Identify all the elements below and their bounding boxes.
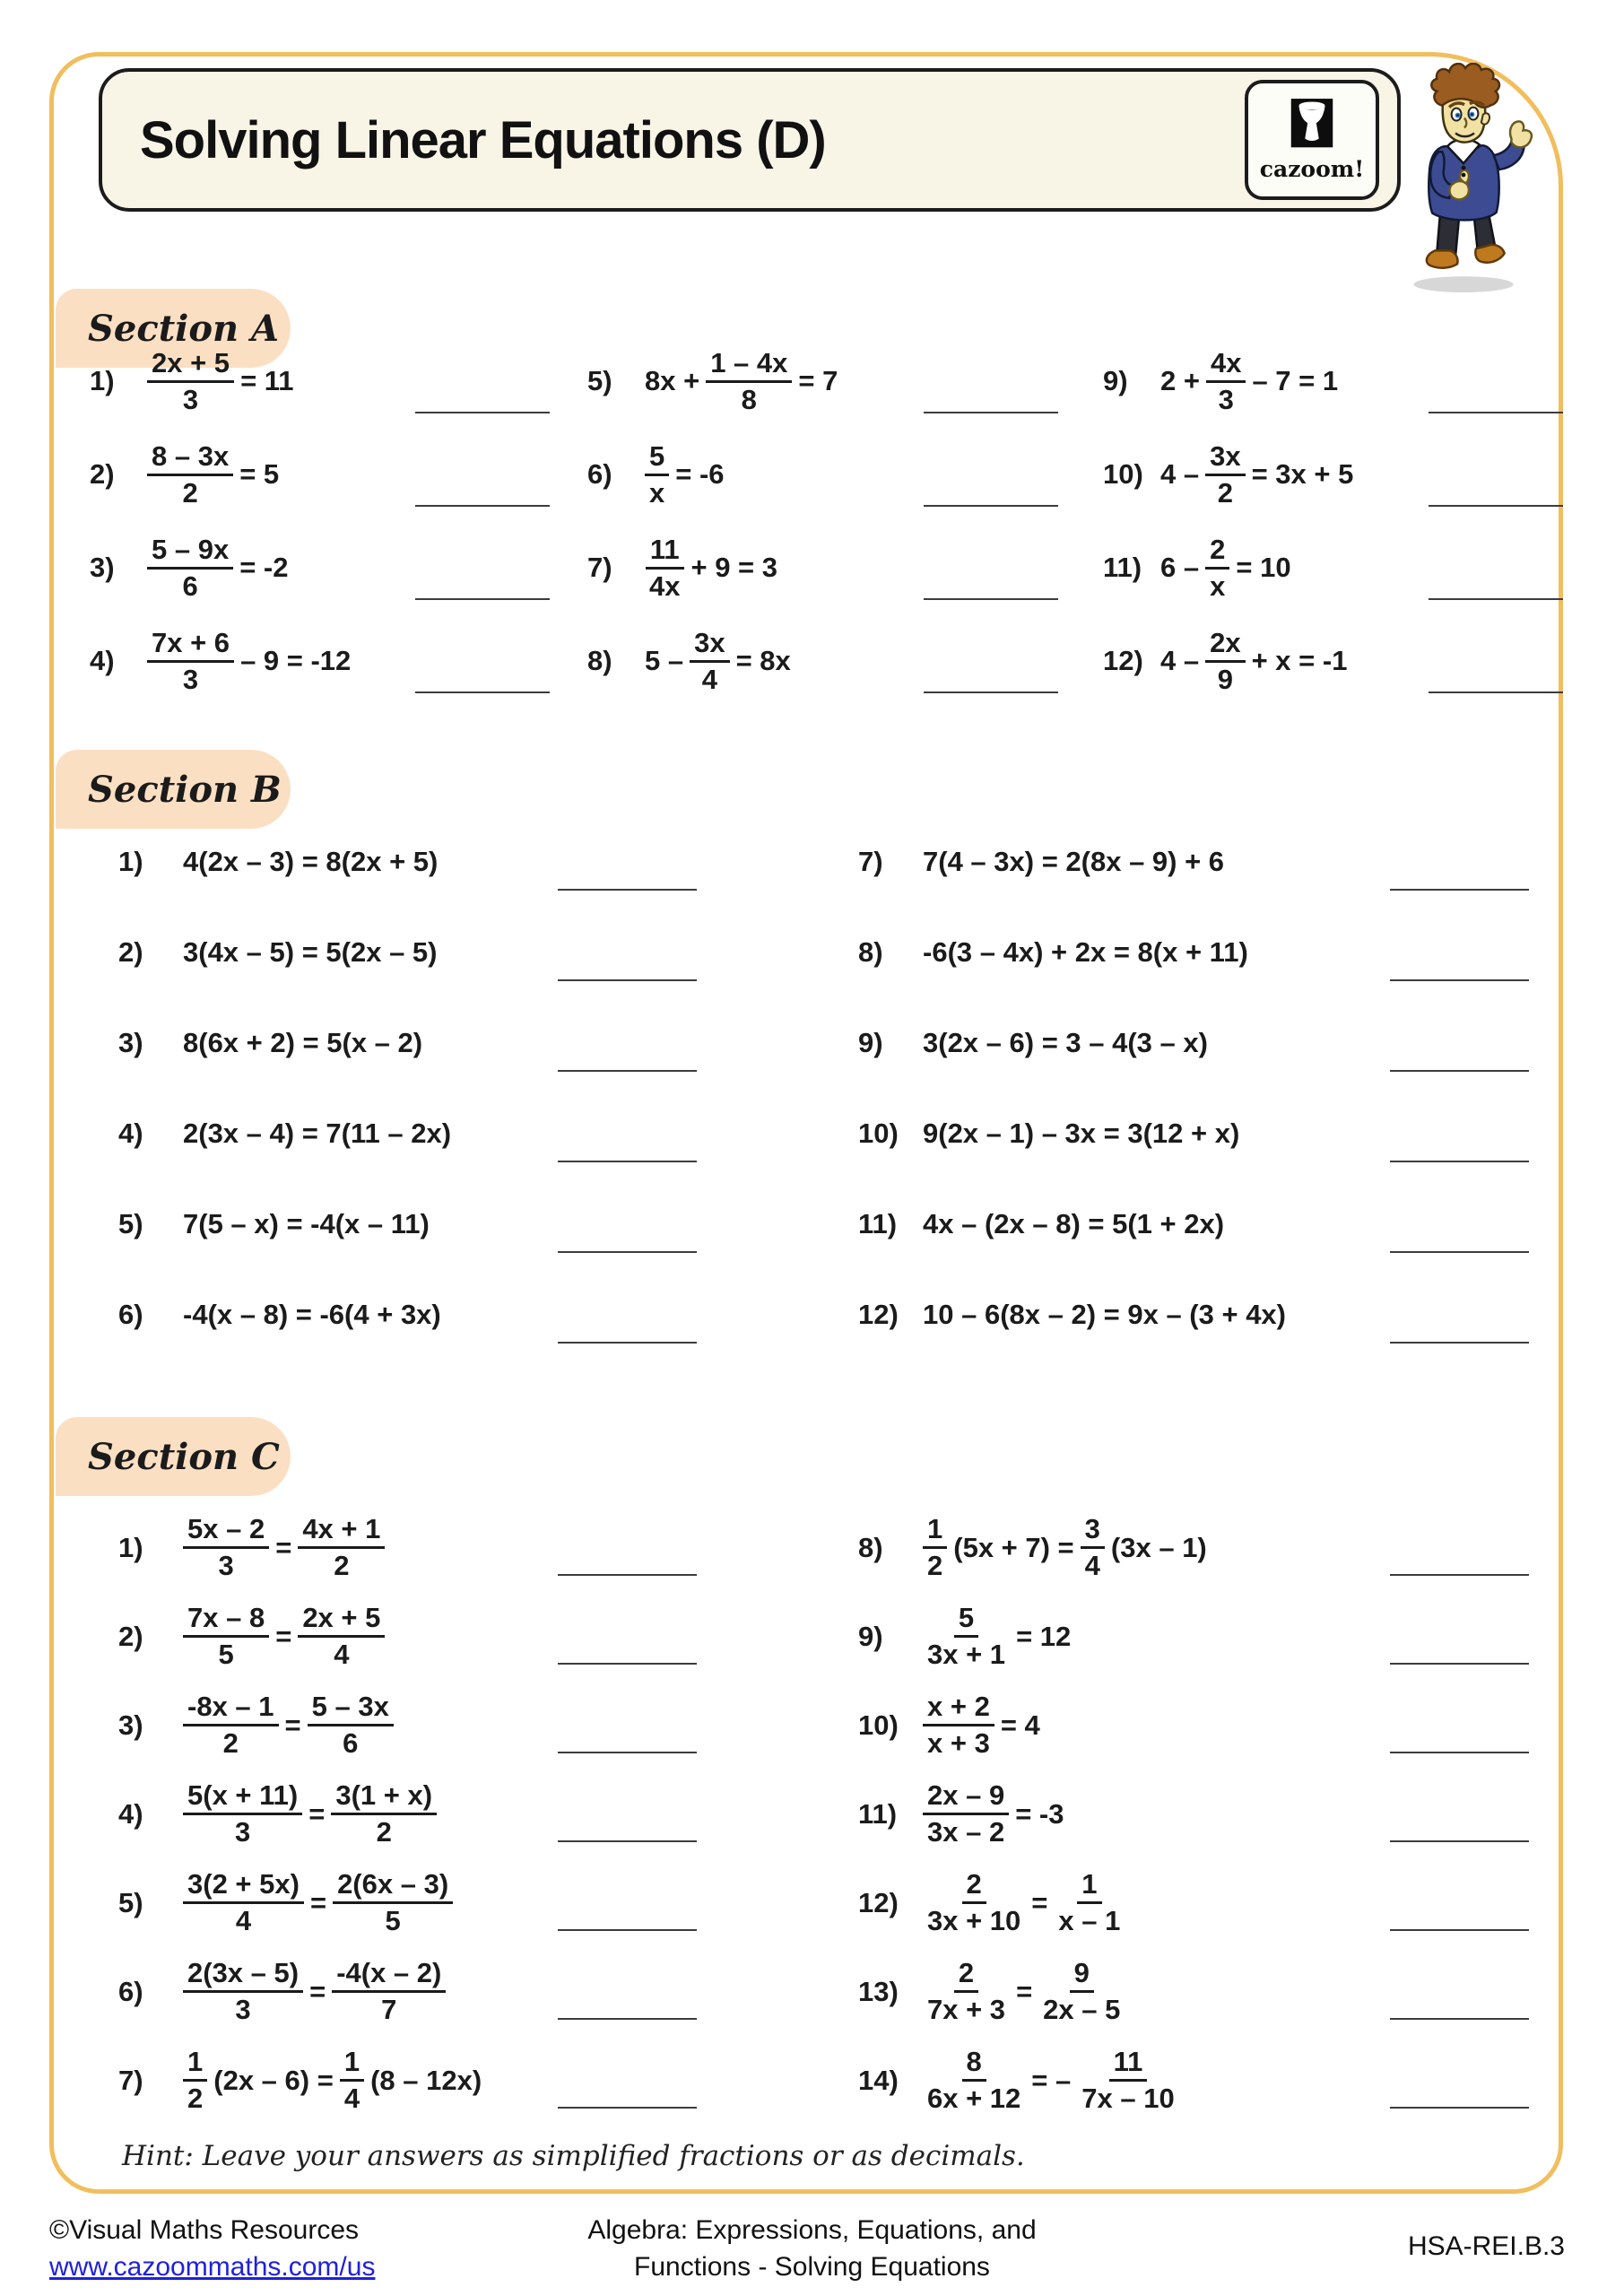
problem-number: 11) — [1103, 552, 1142, 583]
fraction: $\frac{1 - 4x}{8}$ — [706, 346, 792, 417]
equation — [147, 626, 351, 697]
equation-text: (2x – 6) = — [213, 2064, 334, 2096]
section-c-problems — [90, 1503, 1565, 2125]
problem-b8 — [829, 907, 1565, 997]
problem-a5 — [587, 335, 1103, 428]
problem-b12 — [829, 1269, 1565, 1360]
equation-text: 5 – — [645, 645, 684, 676]
fraction: $\frac{1}{2}$ — [183, 2045, 207, 2116]
section-header-c: Section C — [56, 1417, 291, 1496]
problem-number: 13) — [858, 1975, 899, 2007]
problem-a4 — [90, 614, 587, 708]
answer-blank[interactable] — [1390, 2018, 1529, 2020]
fraction: $\frac{2(6x - 3)}{5}$ — [333, 1867, 453, 1938]
equation-text: = — [1016, 1975, 1033, 2007]
answer-blank[interactable] — [558, 1663, 697, 1665]
hint-text: Hint: Leave your answers as simplified fractions or as decimals. — [122, 2140, 1025, 2172]
problem-number: 10) — [858, 1117, 899, 1149]
equation — [923, 2045, 1179, 2116]
equation-text: 3(2x – 6) = 3 – 4(3 – x) — [923, 1026, 1208, 1058]
fraction: $\frac{5}{3x + 1}$ — [927, 1602, 1006, 1670]
problem-a2 — [90, 428, 587, 521]
problem-number: 8) — [858, 1531, 883, 1563]
answer-blank[interactable] — [558, 1752, 697, 1753]
equation-text: = -2 — [239, 552, 289, 583]
problem-c10 — [829, 1681, 1565, 1770]
problem-number: 6) — [587, 458, 612, 490]
answer-blank[interactable] — [558, 979, 697, 981]
problem-number: 4) — [118, 1797, 143, 1830]
answer-blank[interactable] — [558, 1840, 697, 1842]
equation — [147, 346, 294, 417]
equation-text: 9(2x – 1) – 3x = 3(12 + x) — [923, 1117, 1240, 1149]
problem-b3 — [90, 997, 829, 1088]
problem-c13 — [829, 1947, 1565, 2036]
answer-blank[interactable] — [1390, 1752, 1529, 1753]
problem-number: 5) — [118, 1886, 143, 1918]
answer-blank[interactable] — [1390, 979, 1529, 981]
problem-number: 7) — [118, 2064, 143, 2096]
section-header-b: Section B — [56, 750, 291, 829]
equation-text: = — [308, 1797, 326, 1830]
problem-c12 — [829, 1858, 1565, 1947]
answer-blank[interactable] — [1390, 889, 1529, 891]
equation-text: 8(6x + 2) = 5(x – 2) — [183, 1026, 423, 1058]
equation-text: = 8x — [735, 645, 791, 676]
problem-b9 — [829, 997, 1565, 1088]
problem-number: 6) — [118, 1298, 143, 1330]
equation — [1160, 346, 1338, 417]
copyright-text: ©Visual Maths Resources — [49, 2215, 360, 2245]
fraction: $\frac{4x + 1}{2}$ — [298, 1512, 385, 1583]
equation — [645, 626, 791, 697]
fraction: $\frac{5(x + 11)}{3}$ — [183, 1779, 302, 1849]
equation-text: 2 + — [1160, 365, 1200, 396]
equation-text: = 4 — [1000, 1709, 1040, 1741]
fraction: $\frac{3}{4}$ — [1081, 1512, 1105, 1583]
equation — [923, 1867, 1125, 1938]
fraction: $\frac{2}{3x + 10}$ — [927, 1868, 1021, 1936]
problem-b2 — [90, 907, 829, 997]
answer-blank[interactable] — [924, 505, 1058, 507]
problem-number: 5) — [118, 1207, 143, 1239]
equation — [183, 1601, 385, 1672]
answer-blank[interactable] — [415, 598, 550, 600]
answer-blank[interactable] — [1429, 598, 1563, 600]
problem-a12 — [1103, 614, 1565, 708]
equation-text: 4 – — [1160, 458, 1200, 490]
answer-blank[interactable] — [1390, 1070, 1529, 1072]
problem-number: 5) — [587, 365, 612, 396]
equation — [923, 1601, 1071, 1672]
problem-c6 — [90, 1947, 829, 2036]
fraction: $\frac{2}{7x + 3}$ — [927, 1957, 1006, 2025]
fraction: $\frac{2}{x}$ — [1205, 533, 1229, 604]
equation-text: = 5 — [239, 458, 280, 490]
problem-b6 — [90, 1269, 829, 1360]
equation — [923, 1512, 1207, 1583]
fraction: $\frac{8}{6x + 12}$ — [927, 2046, 1021, 2114]
title-banner — [99, 68, 1401, 212]
problem-number: 3) — [118, 1026, 143, 1058]
answer-blank[interactable] — [1390, 2107, 1529, 2109]
answer-blank[interactable] — [558, 889, 697, 891]
equation-text: 8x + — [645, 365, 700, 396]
fraction: $\frac{4x}{3}$ — [1206, 346, 1246, 417]
problem-number: 8) — [858, 935, 883, 968]
equation-text: -6(3 – 4x) + 2x = 8(x + 11) — [923, 935, 1248, 968]
cazoom-logo — [1245, 80, 1379, 200]
problem-a7 — [587, 521, 1103, 614]
equation-text: – 9 = -12 — [240, 645, 352, 676]
answer-blank[interactable] — [1390, 1840, 1529, 1842]
problem-c4 — [90, 1770, 829, 1858]
equation — [183, 1299, 441, 1331]
fraction: $\frac{7x - 8}{5}$ — [183, 1601, 269, 1672]
fraction: $\frac{2(3x - 5)}{3}$ — [183, 1956, 303, 2027]
problem-number: 9) — [858, 1620, 883, 1652]
fraction: $\frac{2x}{9}$ — [1205, 626, 1245, 697]
fraction: $\frac{11}{4x}$ — [645, 533, 684, 604]
answer-blank[interactable] — [415, 505, 550, 507]
fraction: $\frac{3(2 + 5x)}{4}$ — [183, 1867, 304, 1938]
equation — [183, 2045, 482, 2116]
answer-blank[interactable] — [558, 2018, 697, 2020]
section-b-problems — [90, 816, 1565, 1360]
equation-text: + x = -1 — [1251, 645, 1348, 676]
equation — [183, 1027, 422, 1059]
fraction: $\frac{5 - 9x}{6}$ — [147, 533, 233, 604]
problem-number: 10) — [1103, 458, 1143, 490]
equation-text: 6 – — [1160, 552, 1200, 583]
problem-number: 2) — [118, 935, 143, 968]
equation-text: = — [275, 1620, 292, 1652]
equation — [1160, 439, 1353, 510]
equation-text: (3x – 1) — [1110, 1531, 1207, 1563]
equation — [923, 846, 1224, 878]
problem-number: 12) — [858, 1886, 899, 1918]
fraction: $\frac{3x}{4}$ — [690, 626, 729, 697]
fraction: $\frac{1}{4}$ — [340, 2045, 364, 2116]
fraction: $\frac{2x - 9}{3x - 2}$ — [923, 1779, 1009, 1849]
equation-text: = — [309, 1975, 326, 2007]
problem-number: 14) — [858, 2064, 899, 2096]
answer-blank[interactable] — [1429, 505, 1563, 507]
answer-blank[interactable] — [415, 691, 550, 693]
equation-text: (8 – 12x) — [370, 2064, 482, 2096]
fraction: $\frac{1}{x - 1}$ — [1058, 1868, 1121, 1936]
problem-number: 4) — [118, 1117, 143, 1149]
problem-number: 8) — [587, 645, 612, 676]
problem-b4 — [90, 1088, 829, 1178]
problem-c14 — [829, 2036, 1565, 2125]
equation — [923, 1208, 1224, 1240]
equation — [1160, 533, 1291, 604]
equation — [923, 1956, 1125, 2027]
answer-blank[interactable] — [558, 2107, 697, 2109]
fraction: $\frac{-8x - 1}{2}$ — [183, 1690, 279, 1761]
problem-b11 — [829, 1178, 1565, 1269]
problem-a1 — [90, 335, 587, 428]
problem-c9 — [829, 1592, 1565, 1681]
section-a-problems — [90, 335, 1565, 708]
answer-blank[interactable] — [1390, 1574, 1529, 1576]
problem-number: 6) — [118, 1975, 143, 2007]
answer-blank[interactable] — [1390, 1251, 1529, 1253]
answer-blank[interactable] — [924, 412, 1058, 413]
answer-blank[interactable] — [1390, 1929, 1529, 1931]
equation-text: 7(5 – x) = -4(x – 11) — [183, 1207, 430, 1239]
fraction: $\frac{8 - 3x}{2}$ — [147, 439, 233, 510]
equation-text: (5x + 7) = — [953, 1531, 1074, 1563]
answer-blank[interactable] — [558, 1070, 697, 1072]
fraction: $\frac{-4(x - 2)}{7}$ — [332, 1956, 446, 2027]
equation — [183, 846, 438, 878]
problem-c5 — [90, 1858, 829, 1947]
cazoom-website-link[interactable]: www.cazoommaths.com/us — [49, 2252, 376, 2282]
answer-blank[interactable] — [558, 1929, 697, 1931]
fraction: $\frac{5x - 2}{3}$ — [183, 1512, 269, 1583]
equation — [923, 1690, 1040, 1761]
problem-b1 — [90, 816, 829, 907]
problem-number: 10) — [858, 1709, 899, 1741]
mascot-illustration — [1399, 63, 1533, 294]
answer-blank[interactable] — [924, 691, 1058, 693]
equation-text: = -3 — [1015, 1797, 1064, 1830]
equation — [183, 1512, 385, 1583]
equation — [183, 1867, 453, 1938]
answer-blank[interactable] — [558, 1342, 697, 1344]
equation-text: = – — [1031, 2064, 1072, 2096]
equation-text: + 9 = 3 — [690, 552, 778, 583]
problem-number: 3) — [90, 552, 115, 583]
problem-number: 3) — [118, 1709, 143, 1741]
equation-text: = 3x + 5 — [1251, 458, 1354, 490]
fraction: $\frac{7x + 6}{3}$ — [147, 626, 234, 697]
problem-c2 — [90, 1592, 829, 1681]
equation — [923, 1027, 1208, 1059]
problem-number: 12) — [1103, 645, 1143, 676]
problem-a10 — [1103, 428, 1565, 521]
equation — [923, 1779, 1064, 1849]
fraction: $\frac{9}{2x - 5}$ — [1043, 1957, 1121, 2025]
problem-b5 — [90, 1178, 829, 1269]
equation — [645, 439, 725, 510]
problem-a8 — [587, 614, 1103, 708]
equation — [183, 1956, 446, 2027]
equation-text: = -6 — [675, 458, 725, 490]
equation-text: 2(3x – 4) = 7(11 – 2x) — [183, 1117, 452, 1149]
equation-text: = 10 — [1236, 552, 1291, 583]
answer-blank[interactable] — [924, 598, 1058, 600]
problem-a11 — [1103, 521, 1565, 614]
equation-text: = — [309, 1886, 327, 1918]
footer-category-block — [0, 2212, 1624, 2285]
cazoom-logo-text: cazoom! — [1259, 156, 1365, 182]
fraction: $\frac{5}{x}$ — [645, 439, 669, 510]
fraction: $\frac{11}{7x - 10}$ — [1081, 2046, 1175, 2114]
problem-number: 7) — [858, 845, 883, 877]
equation — [923, 1299, 1286, 1331]
problem-c8 — [829, 1503, 1565, 1592]
equation — [147, 439, 279, 510]
problem-number: 9) — [858, 1026, 883, 1058]
problem-number: 11) — [858, 1797, 898, 1830]
equation-text: = 12 — [1016, 1620, 1072, 1652]
problem-number: 2) — [90, 458, 115, 490]
problem-number: 7) — [587, 552, 612, 583]
answer-blank[interactable] — [558, 1251, 697, 1253]
answer-blank[interactable] — [1429, 691, 1563, 693]
page-title: Solving Linear Equations (D) — [140, 110, 826, 170]
answer-blank[interactable] — [558, 1574, 697, 1576]
fraction: $\frac{2x + 5}{3}$ — [147, 346, 234, 417]
fraction: $\frac{x + 2}{x + 3}$ — [923, 1690, 994, 1761]
problem-c1 — [90, 1503, 829, 1592]
category-line1: Algebra: Expressions, Equations, and — [587, 2215, 1037, 2245]
equation — [183, 1779, 437, 1849]
equation — [183, 936, 437, 969]
problem-a3 — [90, 521, 587, 614]
equation-text: 4x – (2x – 8) = 5(1 + 2x) — [923, 1207, 1225, 1239]
answer-blank[interactable] — [1390, 1342, 1529, 1344]
problem-number: 2) — [118, 1620, 143, 1652]
equation-text: 7(4 – 3x) = 2(8x – 9) + 6 — [923, 845, 1225, 877]
fraction: $\frac{5 - 3x}{6}$ — [308, 1690, 394, 1761]
problem-a6 — [587, 428, 1103, 521]
equation — [923, 1118, 1239, 1150]
answer-blank[interactable] — [1390, 1161, 1529, 1162]
problem-c7 — [90, 2036, 829, 2125]
problem-number: 12) — [858, 1298, 899, 1330]
equation-text: = — [1031, 1886, 1048, 1918]
problem-number: 11) — [858, 1207, 898, 1239]
section-header-a: Section A — [56, 289, 291, 368]
fraction: $\frac{3x}{2}$ — [1205, 439, 1245, 510]
standard-code: HSA-REI.B.3 — [1407, 2231, 1565, 2261]
problem-number: 1) — [118, 1531, 143, 1563]
problem-c3 — [90, 1681, 829, 1770]
fraction: $\frac{3(1 + x)}{2}$ — [331, 1779, 437, 1849]
problem-number: 1) — [90, 365, 115, 396]
answer-blank[interactable] — [1429, 412, 1563, 413]
equation — [923, 936, 1248, 969]
equation — [183, 1208, 430, 1240]
equation-text: 4(2x – 3) = 8(2x + 5) — [183, 845, 439, 877]
equation-text: 10 – 6(8x – 2) = 9x – (3 + 4x) — [923, 1298, 1286, 1330]
problem-number: 4) — [90, 645, 115, 676]
problem-c11 — [829, 1770, 1565, 1858]
equation — [645, 346, 838, 417]
equation — [183, 1690, 394, 1761]
problem-b7 — [829, 816, 1565, 907]
equation — [1160, 626, 1347, 697]
equation — [645, 533, 777, 604]
equation-text: – 7 = 1 — [1252, 365, 1339, 396]
answer-blank[interactable] — [1390, 1663, 1529, 1665]
fraction: $\frac{1}{2}$ — [923, 1512, 947, 1583]
equation-text: = 11 — [240, 365, 294, 396]
equation-text: 4 – — [1160, 645, 1200, 676]
drum-icon — [1284, 99, 1340, 158]
problem-number: 9) — [1103, 365, 1128, 396]
equation-text: = 7 — [798, 365, 838, 396]
answer-blank[interactable] — [415, 412, 550, 413]
problem-number: 1) — [118, 845, 143, 877]
fraction: $\frac{2x + 5}{4}$ — [298, 1601, 385, 1672]
problem-a9 — [1103, 335, 1565, 428]
equation — [183, 1118, 451, 1150]
equation-text: 3(4x – 5) = 5(2x – 5) — [183, 935, 438, 968]
equation-text: = — [275, 1531, 292, 1563]
category-line2: Functions - Solving Equations — [634, 2252, 990, 2282]
equation-text: -4(x – 8) = -6(4 + 3x) — [183, 1298, 441, 1330]
equation — [147, 533, 288, 604]
equation-text: = — [284, 1709, 301, 1741]
problem-b10 — [829, 1088, 1565, 1178]
answer-blank[interactable] — [558, 1161, 697, 1162]
